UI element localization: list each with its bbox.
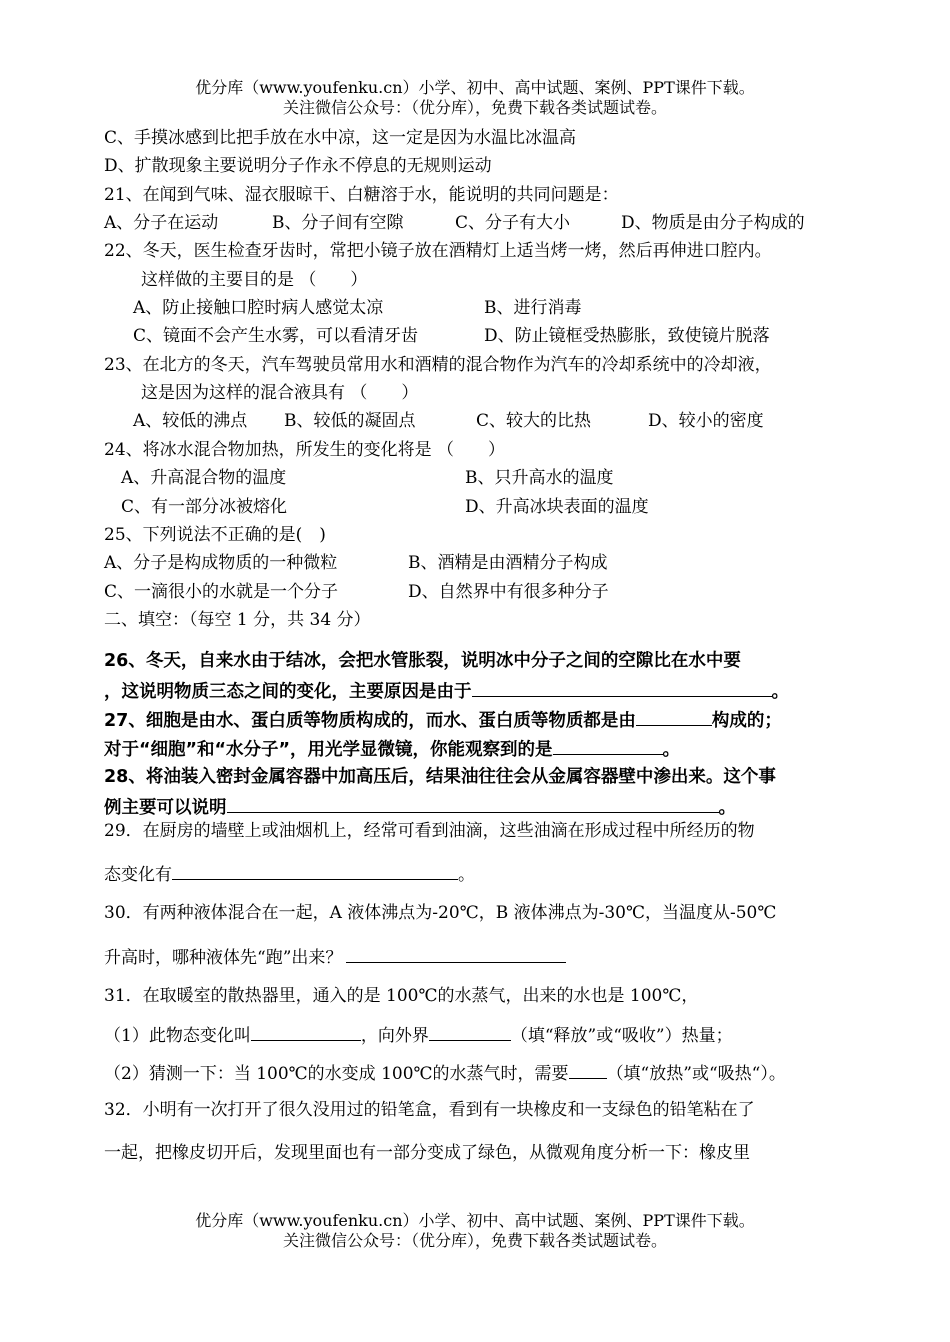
header-line-1: 优分库（www.youfenku.cn）小学、初中、高中试题、案例、PPT课件下载。 <box>195 78 755 97</box>
q29-line-2 <box>104 862 475 886</box>
q29-line-2-end: 。 <box>458 865 475 885</box>
q24-option-d: D、升高冰块表面的温度 <box>465 497 649 517</box>
q22-option-c: C、镜面不会产生水雾，可以看清牙齿 <box>133 326 419 346</box>
q23-option-d: D、较小的密度 <box>648 411 764 431</box>
q31-part-2-text: （2）猜测一下：当 100℃的水变成 100℃的水蒸气时，需要 <box>104 1064 569 1084</box>
section-2-heading: 二、填空：（每空 1 分，共 34 分） <box>104 610 371 630</box>
q26-line-1: 26、冬天，自来水由于结冰，会把水管胀裂，说明冰中分子之间的空隙比在水中要 <box>104 651 741 671</box>
q22-option-d: D、防止镜框受热膨胀，致使镜片脱落 <box>484 326 770 346</box>
q25-stem: 25、下列说法不正确的是( ) <box>104 525 326 545</box>
q28-line-2-end: 。 <box>718 798 736 818</box>
q30-line-1: 30．有两种液体混合在一起，A 液体沸点为-20℃，B 液体沸点为-30℃，当温度从-50℃ <box>104 903 777 923</box>
q21-option-d: D、物质是由分子构成的 <box>621 213 805 233</box>
q31-part-2-end: （填“放热”或“吸热“）。 <box>606 1064 786 1084</box>
q22-stem-cont: 这样做的主要目的是 （ ） <box>141 270 368 290</box>
q27-line-2 <box>104 737 680 761</box>
q31-part-2 <box>104 1061 786 1085</box>
q24-option-c: C、有一部分冰被熔化 <box>121 497 288 517</box>
q25-option-c: C、一滴很小的水就是一个分子 <box>104 582 339 602</box>
q31-answer-blank-1[interactable] <box>251 1023 361 1041</box>
q28-line-1: 28、将油装入密封金属容器中加高压后，结果油往往会从金属容器壁中渗出来。这个事 <box>104 767 776 787</box>
q23-stem: 23、在北方的冬天，汽车驾驶员常用水和酒精的混合物作为汽车的冷却系统中的冷却液， <box>104 355 772 375</box>
q29-line-2-text: 态变化有 <box>104 865 172 885</box>
q25-option-b: B、酒精是由酒精分子构成 <box>408 553 608 573</box>
q30-answer-blank[interactable] <box>346 945 566 963</box>
q22-stem: 22、冬天，医生检查牙齿时，常把小镜子放在酒精灯上适当烤一烤，然后再伸进口腔内。 <box>104 241 772 261</box>
q31-answer-blank-2[interactable] <box>429 1023 511 1041</box>
q29-answer-blank[interactable] <box>172 862 458 880</box>
q28-line-2 <box>104 795 736 819</box>
q21-option-c: C、分子有大小 <box>455 213 571 233</box>
q21-stem: 21、在闻到气味、湿衣服晾干、白糖溶于水，能说明的共同问题是： <box>104 185 619 205</box>
q25-option-d: D、自然界中有很多种分子 <box>408 582 609 602</box>
q30-line-2-text: 升高时，哪种液体先“跑”出来？ <box>104 948 343 968</box>
q28-answer-blank[interactable] <box>227 795 719 813</box>
q20-option-c: C、手摸冰感到比把手放在水中凉，这一定是因为水温比冰温高 <box>104 128 577 148</box>
q32-line-1: 32．小明有一次打开了很久没用过的铅笔盒，看到有一块橡皮和一支绿色的铅笔粘在了 <box>104 1100 755 1120</box>
q27-line-1-end: 构成的； <box>711 711 782 731</box>
footer-line-2: 关注微信公众号：（优分库），免费下载各类试题试卷。 <box>282 1231 667 1250</box>
q27-line-1-text: 27、细胞是由水、蛋白质等物质构成的，而水、蛋白质等物质都是由 <box>104 711 636 731</box>
q27-line-2-text: 对于“细胞”和“水分子”，用光学显微镜，你能观察到的是 <box>104 740 553 760</box>
q31-part-1-end: （填“释放”或“吸收”）热量； <box>510 1026 733 1046</box>
q26-line-2-text: ，这说明物质三态之间的变化，主要原因是由于 <box>104 682 472 702</box>
q29-line-1: 29．在厨房的墙壁上或油烟机上，经常可看到油滴，这些油滴在形成过程中所经历的物 <box>104 821 755 841</box>
q26-line-2-end: 。 <box>771 682 789 702</box>
header-line-2: 关注微信公众号：（优分库），免费下载各类试题试卷。 <box>282 98 667 117</box>
q21-option-a: A、分子在运动 <box>104 213 219 233</box>
footer-line-1: 优分库（www.youfenku.cn）小学、初中、高中试题、案例、PPT课件下载。 <box>195 1211 755 1230</box>
q27-answer-blank-2[interactable] <box>553 737 663 755</box>
q23-stem-cont: 这是因为这样的混合液具有 （ ） <box>141 383 419 403</box>
q20-option-d: D、扩散现象主要说明分子作永不停息的无规则运动 <box>104 156 492 176</box>
q30-line-2 <box>104 945 566 969</box>
q31-part-1-text: （1）此物态变化叫 <box>104 1026 251 1046</box>
q31-line-1: 31．在取暖室的散热器里，通入的是 100℃的水蒸气，出来的水也是 100℃， <box>104 986 699 1006</box>
q23-option-c: C、较大的比热 <box>476 411 592 431</box>
q21-option-b: B、分子间有空隙 <box>272 213 404 233</box>
q31-part-1-mid: ，向外界 <box>360 1026 429 1046</box>
q24-option-b: B、只升高水的温度 <box>465 468 614 488</box>
q27-answer-blank-1[interactable] <box>636 708 712 726</box>
q26-line-2 <box>104 679 789 703</box>
q26-answer-blank[interactable] <box>472 679 772 697</box>
q27-line-1 <box>104 708 782 732</box>
q23-option-b: B、较低的凝固点 <box>284 411 416 431</box>
q22-option-b: B、进行消毒 <box>484 298 582 318</box>
q24-stem: 24、将冰水混合物加热，所发生的变化将是 （ ） <box>104 440 506 460</box>
q23-option-a: A、较低的沸点 <box>133 411 248 431</box>
q22-option-a: A、防止接触口腔时病人感觉太凉 <box>133 298 384 318</box>
q28-line-2-text: 例主要可以说明 <box>104 798 227 818</box>
q32-line-2: 一起，把橡皮切开后，发现里面也有一部分变成了绿色，从微观角度分析一下：橡皮里 <box>104 1143 750 1163</box>
q24-option-a: A、升高混合物的温度 <box>121 468 287 488</box>
q27-line-2-end: 。 <box>662 740 681 760</box>
q31-part-1 <box>104 1023 733 1047</box>
q25-option-a: A、分子是构成物质的一种微粒 <box>104 553 338 573</box>
q31-answer-blank-3[interactable] <box>569 1061 607 1079</box>
